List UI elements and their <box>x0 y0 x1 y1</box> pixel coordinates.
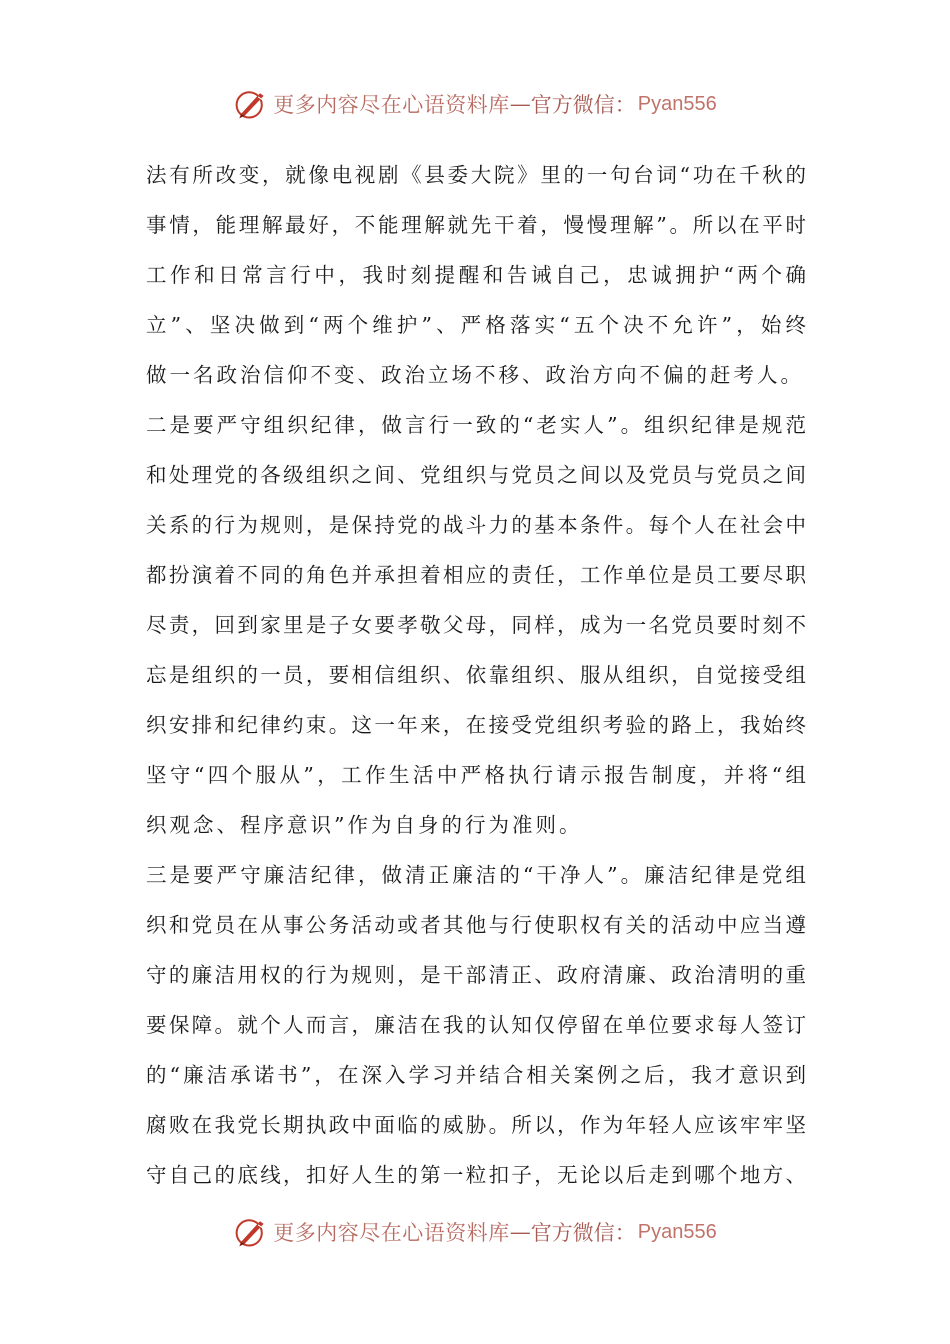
banner-dash: — <box>509 1220 531 1244</box>
body-line: 和处理党的各级组织之间、党组织与党员之间以及党员与党员之间 <box>146 463 806 487</box>
body-line: 守自己的底线，扣好人生的第一粒扣子，无论以后走到哪个地方、 <box>146 1163 806 1187</box>
body-line: 做一名政治信仰不变、政治立场不移、政治方向不偏的赶考人。 <box>146 363 804 387</box>
body-line: 三是要严守廉洁纪律，做清正廉洁的“干净人”。廉洁纪律是党组 <box>146 863 806 887</box>
body-line: 要保障。就个人而言，廉洁在我的认知仅停留在单位要求每人签订 <box>146 1013 806 1037</box>
pen-circle-logo-icon <box>233 1214 269 1250</box>
body-line: 关系的行为规则，是保持党的战斗力的基本条件。每个人在社会中 <box>146 513 806 537</box>
body-line: 的“廉洁承诺书”，在深入学习并结合相关案例之后，我才意识到 <box>146 1063 806 1087</box>
body-line: 尽责，回到家里是子女要孝敬父母，同样，成为一名党员要时刻不 <box>146 613 806 637</box>
banner-dash: — <box>509 92 531 116</box>
banner-title: 更多内容尽在心语资料库 <box>273 1221 510 1245</box>
body-line: 都扮演着不同的角色并承担着相应的责任，工作单位是员工要尽职 <box>146 563 806 587</box>
banner-wechat-id: Pyan556 <box>637 92 717 115</box>
banner-wechat-label: 官方微信： <box>530 93 636 117</box>
body-line: 立”、坚决做到“两个维护”、严格落实“五个决不允许”，始终 <box>146 313 806 337</box>
body-line: 腐败在我党长期执政中面临的威胁。所以，作为年轻人应该牢牢坚 <box>146 1113 806 1137</box>
body-line: 织和党员在从事公务活动或者其他与行使职权有关的活动中应当遵 <box>146 913 806 937</box>
body-line: 工作和日常言行中，我时刻提醒和告诫自己，忠诚拥护“两个确 <box>146 263 806 287</box>
body-line: 法有所改变，就像电视剧《县委大院》里的一句台词“功在千秋的 <box>146 163 806 187</box>
body-line: 织安排和纪律约束。这一年来，在接受党组织考验的路上，我始终 <box>146 713 806 737</box>
body-line: 二是要严守组织纪律，做言行一致的“老实人”。组织纪律是规范 <box>146 413 806 437</box>
pen-circle-logo-icon <box>233 86 269 122</box>
body-line: 忘是组织的一员，要相信组织、依靠组织、服从组织，自觉接受组 <box>146 663 806 687</box>
header-banner <box>0 84 950 124</box>
banner-title: 更多内容尽在心语资料库 <box>273 93 510 117</box>
body-line: 织观念、程序意识”作为自身的行为准则。 <box>146 813 583 837</box>
body-line: 坚守“四个服从”，工作生活中严格执行请示报告制度，并将“组 <box>146 763 806 787</box>
body-line: 事情，能理解最好，不能理解就先干着，慢慢理解”。所以在平时 <box>146 213 806 237</box>
banner-wechat-id: Pyan556 <box>637 1220 717 1243</box>
footer-banner <box>0 1212 950 1252</box>
body-line: 守的廉洁用权的行为规则，是干部清正、政府清廉、政治清明的重 <box>146 963 806 987</box>
banner-wechat-label: 官方微信： <box>530 1221 636 1245</box>
document-body <box>146 150 806 1200</box>
